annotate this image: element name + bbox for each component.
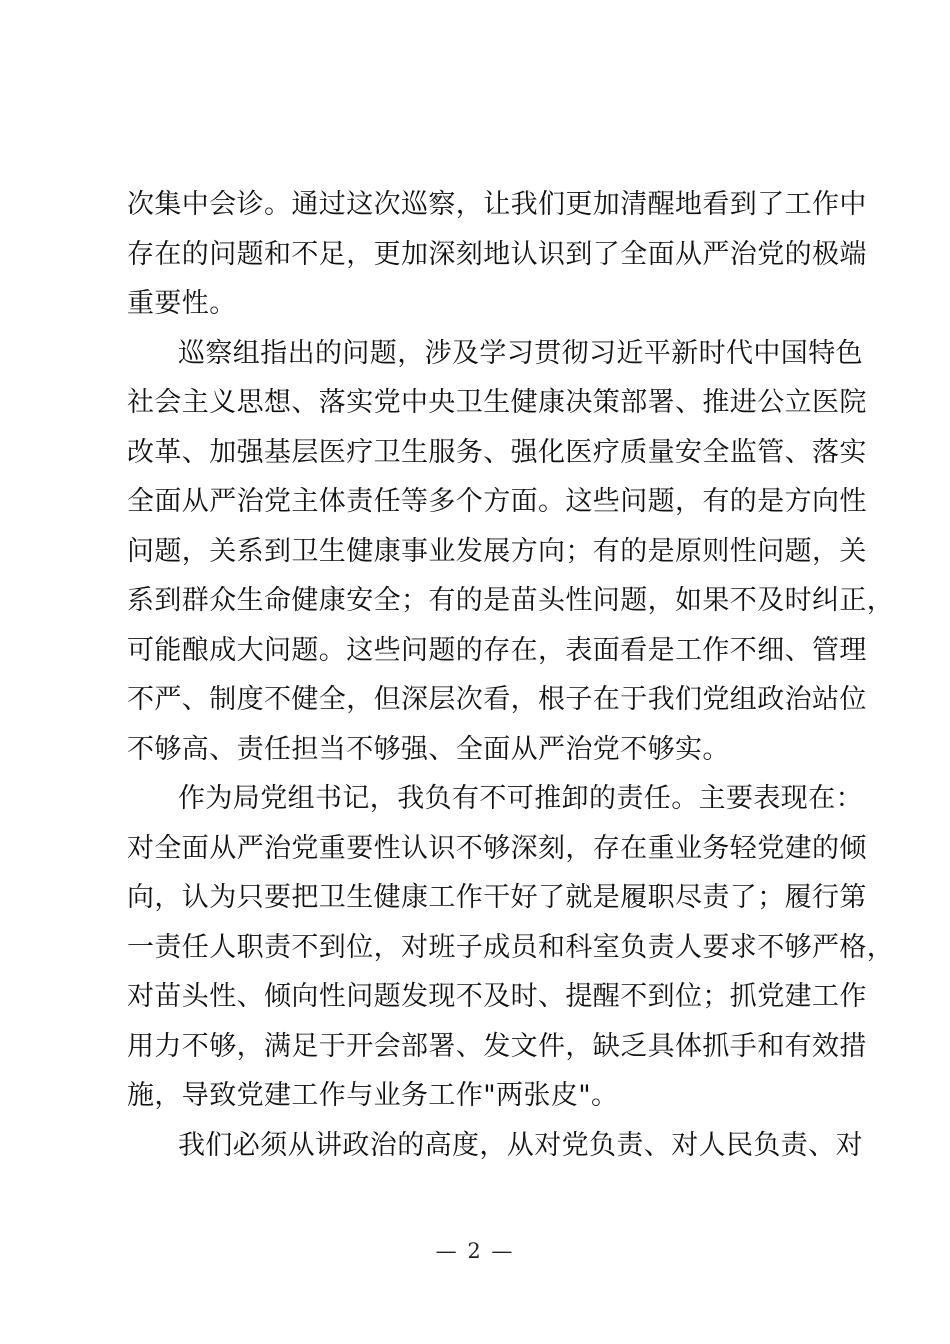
text-line: 次集中会诊。通过这次巡察，让我们更加清醒地看到了工作中 [127, 189, 867, 220]
text-line: 用力不够，满足于开会部署、发文件，缺乏具体抓手和有效措 [127, 1030, 867, 1062]
paragraph-start-line: 巡察组指出的问题，涉及学习贯彻习近平新时代中国特色 [178, 337, 863, 369]
text-line: 不严、制度不健全，但深层次看，根子在于我们党组政治站位 [127, 684, 867, 715]
text-line: 一责任人职责不到位，对班子成员和科室负责人要求不够严格， [127, 931, 895, 963]
text-line: 重要性。 [127, 288, 237, 319]
text-line: 可能酿成大问题。这些问题的存在，表面看是工作不细、管理 [127, 634, 867, 666]
text-line: 存在的问题和不足，更加深刻地认识到了全面从严治党的极端 [127, 238, 867, 270]
body-text [127, 180, 895, 1170]
paragraph-start-line: 作为局党组书记，我负有不可推卸的责任。主要表现在： [178, 783, 863, 814]
text-line: 向，认为只要把卫生健康工作干好了就是履职尽责了；履行第 [127, 882, 867, 913]
page-number: — 2 — [435, 1239, 515, 1263]
text-line: 对全面从严治党重要性认识不够深刻，存在重业务轻党建的倾 [127, 832, 867, 864]
text-line: 系到群众生命健康安全；有的是苗头性问题，如果不及时纠正， [127, 585, 895, 616]
text-line: 对苗头性、倾向性问题发现不及时、提醒不到位；抓党建工作 [127, 981, 867, 1012]
text-line: 社会主义思想、落实党中央卫生健康决策部署、推进公立医院 [127, 387, 867, 418]
text-line: 问题，关系到卫生健康事业发展方向；有的是原则性问题，关 [127, 535, 867, 567]
text-line: 改革、加强基层医疗卫生服务、强化医疗质量安全监管、落实 [127, 436, 867, 468]
text-line: 施，导致党建工作与业务工作"两张皮"。 [127, 1080, 619, 1111]
text-line: 不够高、责任担当不够强、全面从严治党不够实。 [127, 733, 730, 765]
paragraph-start-line: 我们必须从讲政治的高度，从对党负责、对人民负责、对 [178, 1129, 863, 1161]
text-line: 全面从严治党主体责任等多个方面。这些问题，有的是方向性 [127, 486, 867, 517]
